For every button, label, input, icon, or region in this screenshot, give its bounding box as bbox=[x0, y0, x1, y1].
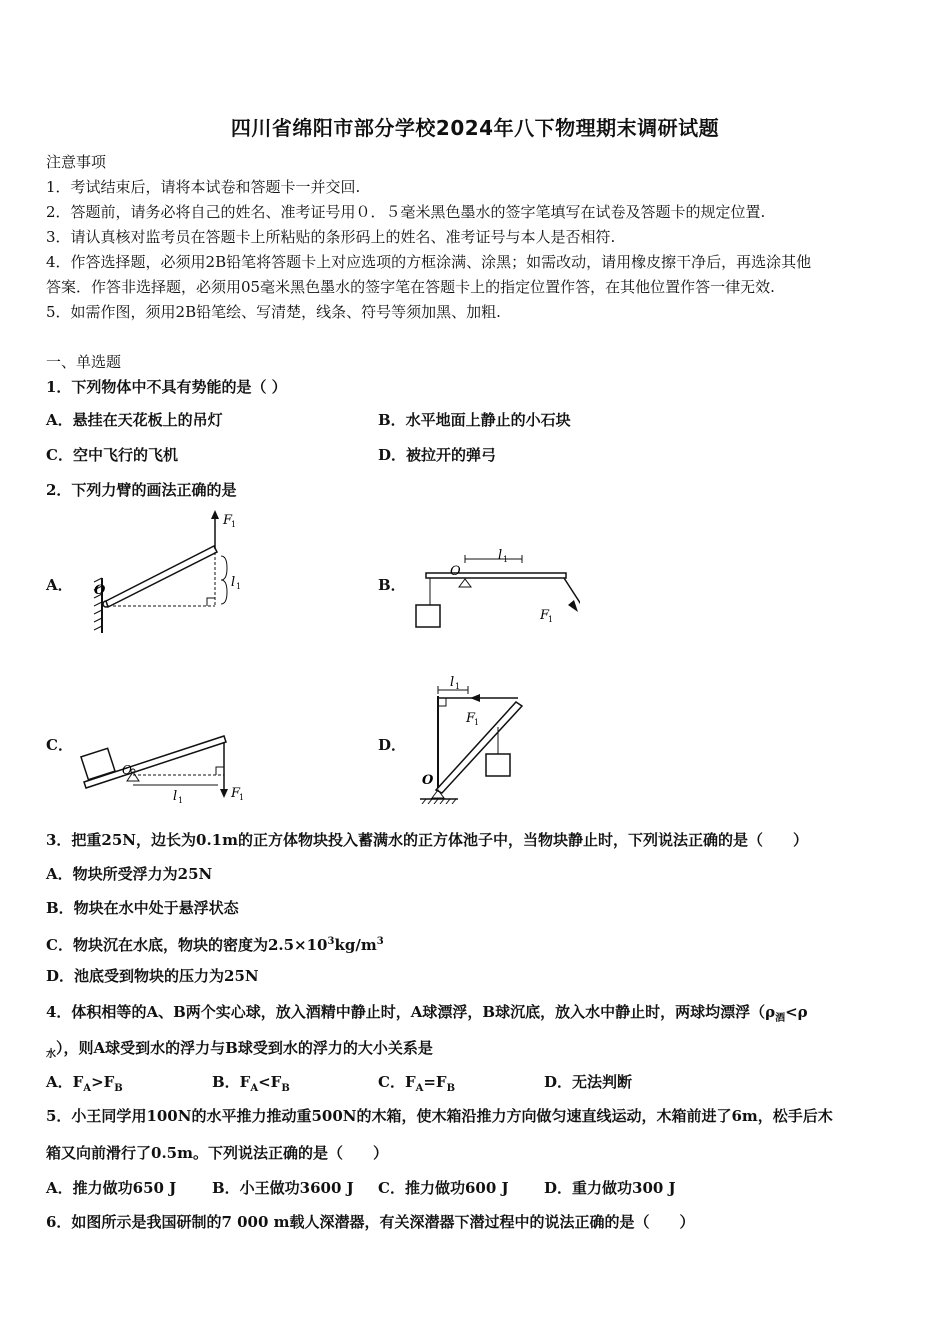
fig-d-label-f: F bbox=[466, 711, 476, 726]
q3-option-a: A．物块所受浮力为25N bbox=[46, 865, 213, 883]
q2-option-a: A． bbox=[46, 576, 73, 594]
q5-option-c: C．推力做功600 J bbox=[378, 1179, 509, 1197]
fig-a-sub-f: 1 bbox=[231, 520, 237, 529]
q2-stem: 2．下列力臂的画法正确的是 bbox=[46, 481, 237, 499]
notice-heading: 注意事项 bbox=[46, 153, 107, 171]
q1-option-a: A．悬挂在天花板上的吊灯 bbox=[46, 411, 223, 429]
notice-item-4-cont: 答案．作答非选择题，必须用05毫米黑色墨水的签字笔在答题卡上的指定位置作答，在其他位置作答一律无效. bbox=[46, 278, 775, 296]
notice-item-4: 4．作答选择题，必须用2B铅笔将答题卡上对应选项的方框涂满、涂黑；如需改动，请用橡皮擦干净后，再选涂其他 bbox=[46, 253, 812, 271]
q4-option-d: D．无法判断 bbox=[544, 1073, 633, 1091]
lever-figure-c bbox=[78, 730, 253, 805]
notice-item-2: 2．答题前，请务必将自己的姓名、准考证号用０．５毫米黑色墨水的签字笔填写在试卷及答题卡的规定位置. bbox=[46, 203, 766, 221]
fig-b-sub-f: 1 bbox=[548, 615, 554, 624]
q5-option-b: B．小王做功3600 J bbox=[212, 1179, 354, 1197]
fig-d-label-o: O bbox=[422, 773, 434, 788]
q3-option-d: D．池底受到物块的压力为25N bbox=[46, 967, 259, 985]
fig-c-label-o: O bbox=[122, 763, 132, 777]
fig-c-sub-f: 1 bbox=[239, 793, 245, 802]
fig-d-label-l: l bbox=[450, 675, 455, 690]
fig-b-label-l: l bbox=[498, 548, 503, 563]
fig-a-sub-l: 1 bbox=[236, 582, 242, 591]
section-heading: 一、单选题 bbox=[46, 353, 122, 371]
q1-option-c: C．空中飞行的飞机 bbox=[46, 446, 178, 464]
q5-option-d: D．重力做功300 J bbox=[544, 1179, 676, 1197]
notice-item-5: 5．如需作图，须用2B铅笔绘、写清楚，线条、符号等须加黑、加粗. bbox=[46, 303, 501, 321]
q2-option-d: D． bbox=[378, 736, 407, 754]
q5-option-a: A．推力做功650 J bbox=[46, 1179, 177, 1197]
q1-option-b: B．水平地面上静止的小石块 bbox=[378, 411, 571, 429]
fig-d-sub-f: 1 bbox=[474, 718, 480, 727]
fig-c-label-l: l bbox=[173, 789, 178, 804]
q5-stem-line1: 5．小王同学用100N的水平推力推动重500N的木箱，使木箱沿推力方向做匀速直线运动，木箱前进了6m，松手后木 bbox=[46, 1107, 833, 1125]
notice-item-3: 3．请认真核对监考员在答题卡上所粘贴的条形码上的姓名、准考证号与本人是否相符. bbox=[46, 228, 616, 246]
notice-item-1: 1．考试结束后，请将本试卷和答题卡一并交回. bbox=[46, 178, 361, 196]
page-title: 四川省绵阳市部分学校2024年八下物理期末调研试题 bbox=[230, 116, 720, 140]
fig-d-sub-l: 1 bbox=[455, 682, 461, 691]
q2-option-b: B． bbox=[378, 576, 406, 594]
q6-stem: 6．如图所示是我国研制的7 000 m载人深潜器，有关深潜器下潜过程中的说法正确的是（ ） bbox=[46, 1213, 695, 1231]
q4-option-b: B．$F_A<F_B$ bbox=[212, 1073, 290, 1094]
lever-figure-a bbox=[90, 508, 260, 638]
q4-option-c: C．$F_A=F_B$ bbox=[378, 1073, 456, 1094]
q1-stem: 1．下列物体中不具有势能的是（ ） bbox=[46, 378, 287, 396]
fig-c-label-f: F bbox=[231, 786, 241, 801]
q3-option-b: B．物块在水中处于悬浮状态 bbox=[46, 899, 239, 917]
fig-b-sub-l: 1 bbox=[503, 555, 509, 564]
fig-a-label-f: F bbox=[223, 513, 233, 528]
fig-a-label-l: l bbox=[231, 575, 236, 590]
q1-option-d: D．被拉开的弹弓 bbox=[378, 446, 497, 464]
q4-option-a: A．$F_A>F_B$ bbox=[46, 1073, 123, 1094]
fig-a-label-o: O bbox=[94, 583, 106, 598]
lever-figure-d bbox=[408, 672, 538, 804]
fig-b-label-f: F bbox=[540, 608, 550, 623]
fig-c-sub-l: 1 bbox=[178, 796, 184, 805]
q4-stem-line1: 4．体积相等的A、B两个实心球，放入酒精中静止时，A球漂浮，B球沉底，放入水中静止时，两球均漂浮（$\rho_酒<\rho$ bbox=[46, 1003, 808, 1024]
q4-stem-line2: $_水$），则A球受到水的浮力与B球受到水的浮力的大小关系是 bbox=[46, 1039, 433, 1060]
q5-stem-line2: 箱又向前滑行了0.5m。下列说法正确的是（ ） bbox=[46, 1144, 388, 1162]
q2-option-c: C． bbox=[46, 736, 73, 754]
q3-option-c: C．物块沉在水底，物块的密度为$2.5\times 10^3kg/m^3$ bbox=[46, 936, 384, 954]
lever-figure-b bbox=[410, 545, 580, 635]
q3-stem: 3．把重25N，边长为0.1m的正方体物块投入蓄满水的正方体池子中，当物块静止时，下列说法正确的是（ ） bbox=[46, 831, 808, 849]
fig-b-label-o: O bbox=[450, 564, 461, 579]
